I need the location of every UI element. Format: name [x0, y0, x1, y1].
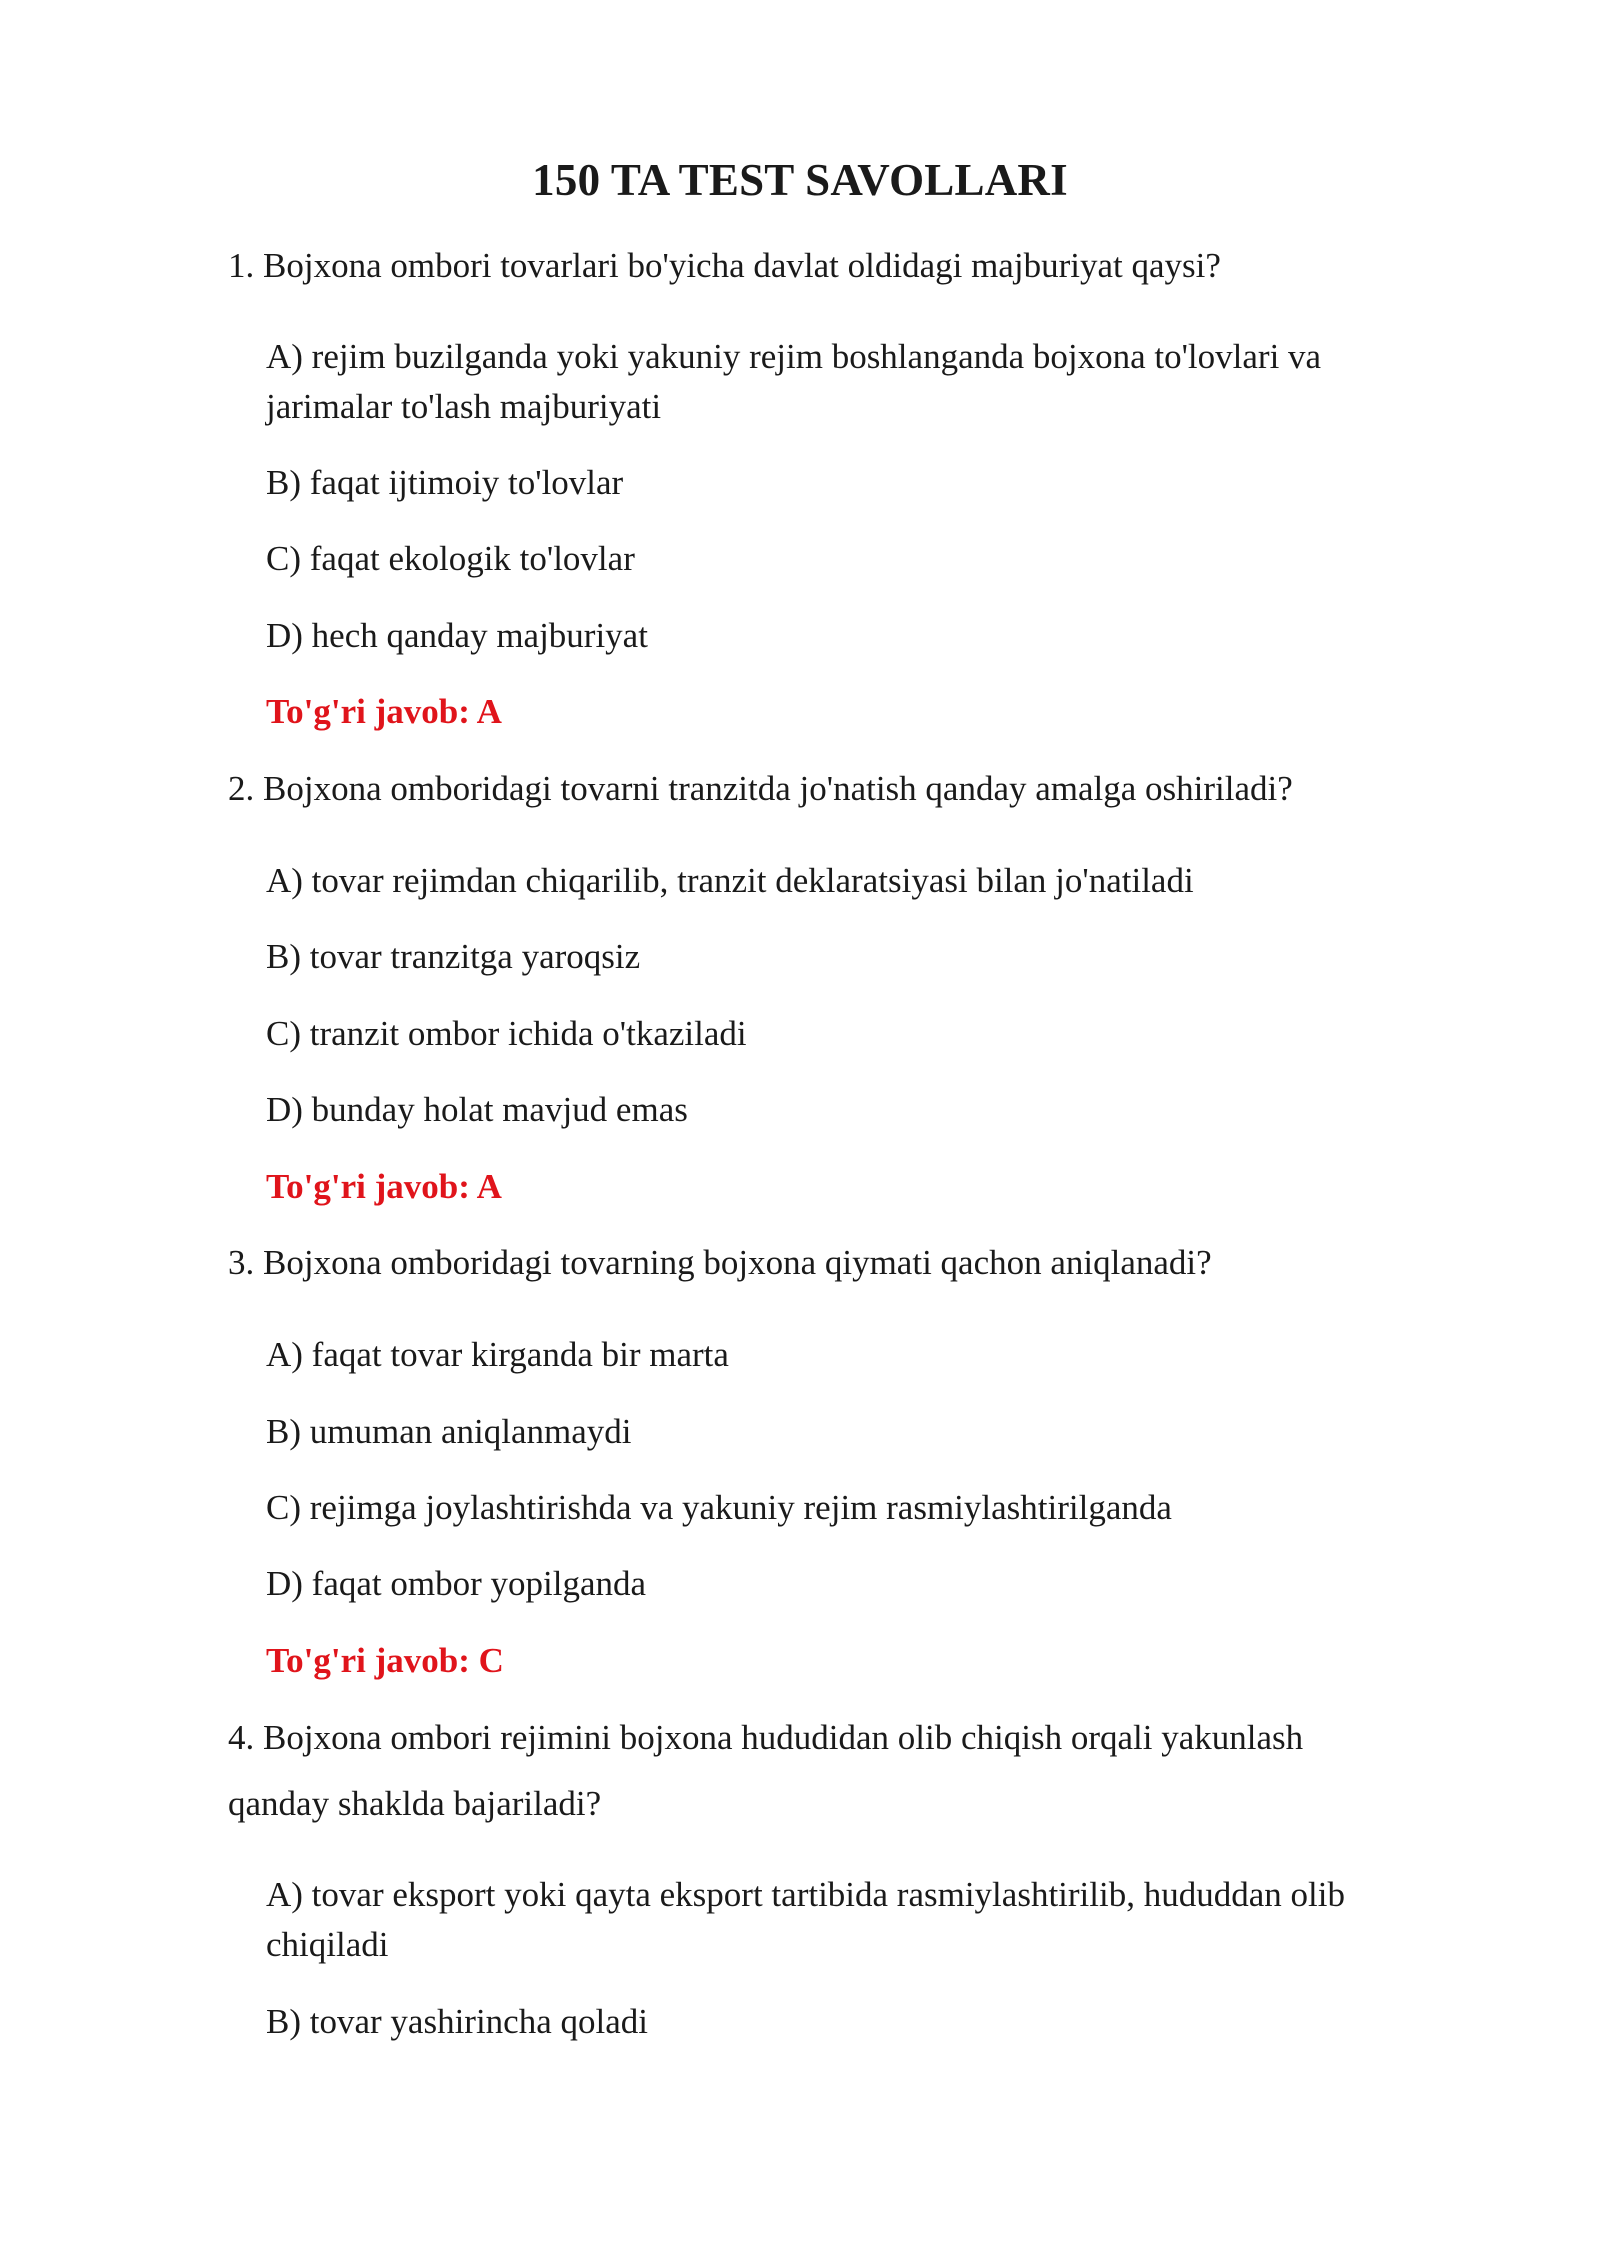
question-2-option-d: D) bunday holat mavjud emas: [266, 1090, 688, 1129]
question-1-option-c: C) faqat ekologik to'lovlar: [266, 539, 635, 578]
question-2-option-a: A) tovar rejimdan chiqarilib, tranzit deklaratsiyasi bilan jo'natiladi: [266, 861, 1194, 900]
question-3-answer: To'g'ri javob: C: [266, 1641, 504, 1680]
question-1-option-a: A) rejim buzilganda yoki yakuniy rejim boshlanganda bojxona to'lovlari va: [266, 337, 1322, 376]
question-2-option-c: C) tranzit ombor ichida o'tkaziladi: [266, 1014, 747, 1053]
question-2-text: 2. Bojxona omboridagi tovarni tranzitda jo'natish qanday amalga oshiriladi?: [228, 769, 1293, 808]
question-1-answer: To'g'ri javob: A: [266, 692, 502, 731]
question-4-option-a: A) tovar eksport yoki qayta eksport tartibida rasmiylashtirilib, hududdan olib: [266, 1875, 1345, 1914]
question-3-option-d: D) faqat ombor yopilganda: [266, 1564, 647, 1603]
question-1-text: 1. Bojxona ombori tovarlari bo'yicha davlat oldidagi majburiyat qaysi?: [228, 246, 1221, 285]
question-4-text: 4. Bojxona ombori rejimini bojxona hududidan olib chiqish orqali yakunlash: [228, 1718, 1304, 1757]
question-3-option-b: B) umuman aniqlanmaydi: [266, 1412, 632, 1451]
question-1-option-a-continued: jarimalar to'lash majburiyati: [266, 387, 662, 426]
question-1-option-b: B) faqat ijtimoiy to'lovlar: [266, 463, 624, 502]
page-title: 150 TA TEST SAVOLLARI: [532, 155, 1068, 205]
question-4-text-continued: qanday shaklda bajariladi?: [228, 1784, 602, 1823]
question-2-option-b: B) tovar tranzitga yaroqsiz: [266, 937, 641, 976]
question-2-answer: To'g'ri javob: A: [266, 1167, 502, 1206]
question-1-option-d: D) hech qanday majburiyat: [266, 616, 648, 655]
question-3-text: 3. Bojxona omboridagi tovarning bojxona qiymati qachon aniqlanadi?: [228, 1243, 1212, 1282]
question-3-option-a: A) faqat tovar kirganda bir marta: [266, 1335, 729, 1374]
question-3-option-c: C) rejimga joylashtirishda va yakuniy rejim rasmiylashtirilganda: [266, 1488, 1172, 1527]
question-4-option-b: B) tovar yashirincha qoladi: [266, 2002, 648, 2041]
question-4-option-a-continued: chiqiladi: [266, 1925, 389, 1964]
